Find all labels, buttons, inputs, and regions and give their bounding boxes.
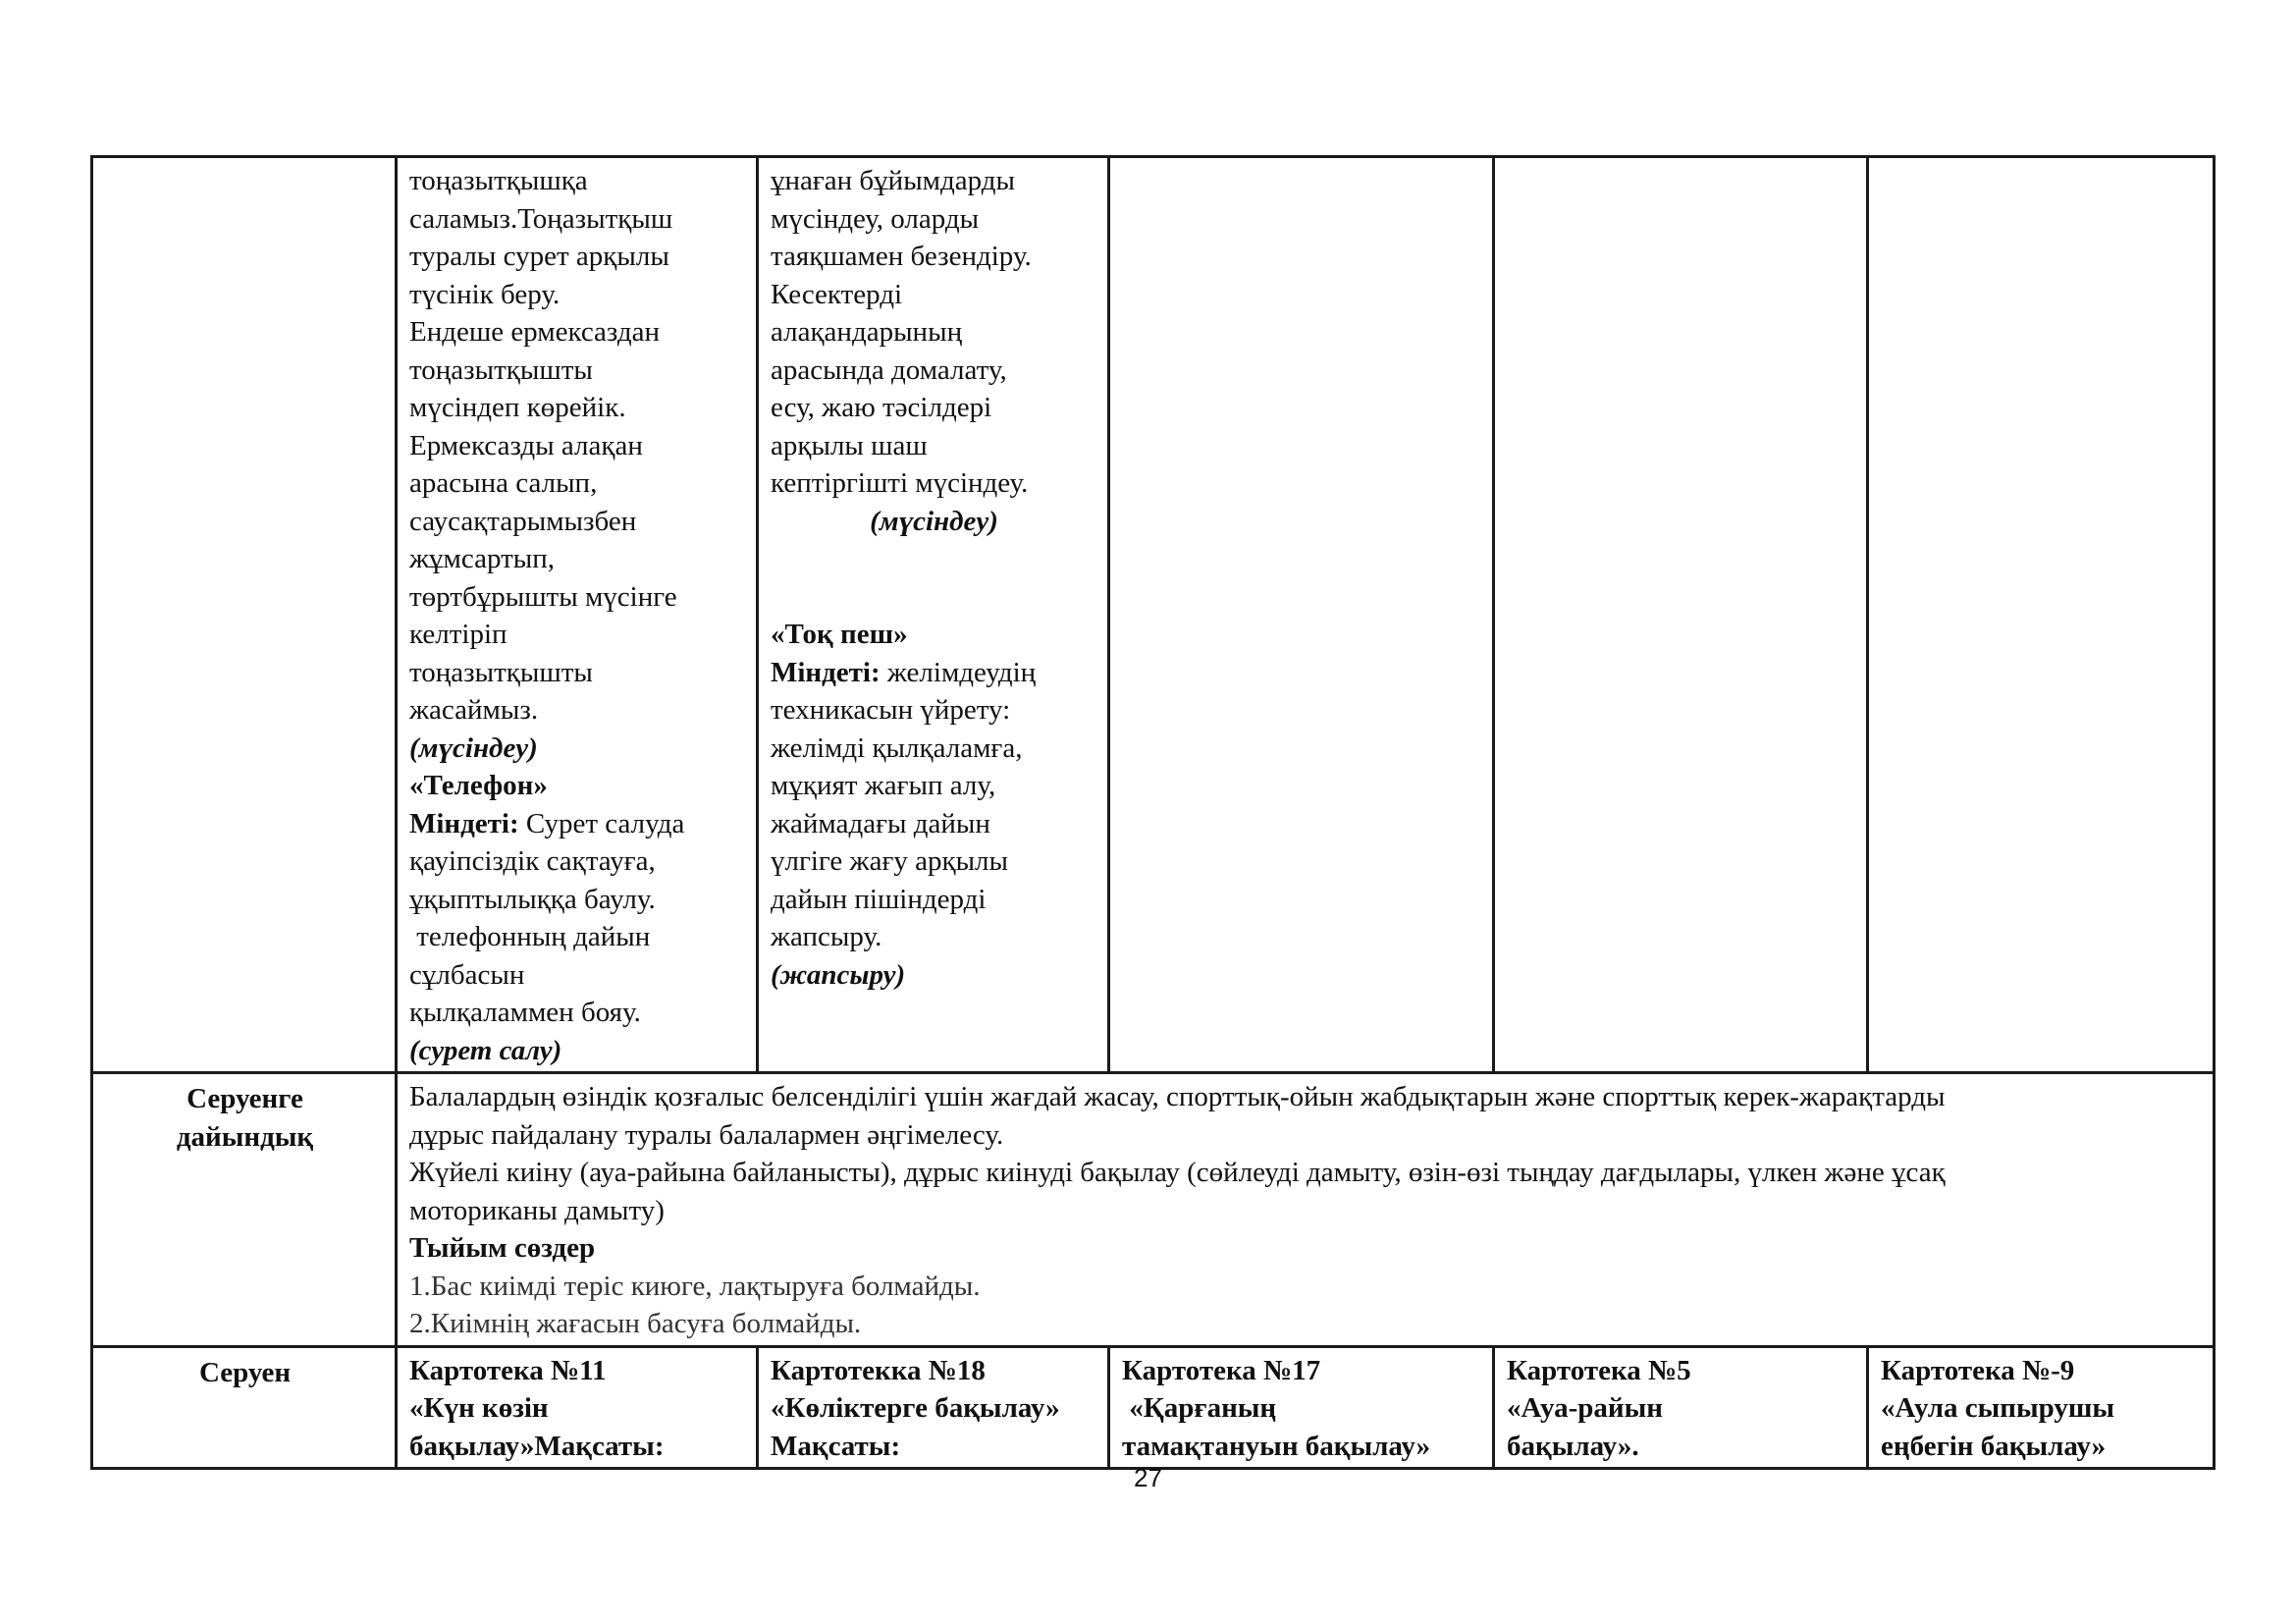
walk-prep-content bbox=[397, 1073, 2215, 1347]
task-text: Сурет салуда bbox=[518, 807, 685, 839]
walk-prep-label-line1: Серуенге bbox=[187, 1083, 303, 1114]
activity-text-line: мұқият жағып алу, bbox=[771, 770, 996, 801]
walk-prep-row bbox=[92, 1073, 2215, 1347]
prohibited-rule: 1.Бас киімді теріс киюге, лақтыруға болмайды. bbox=[409, 1270, 981, 1302]
walk-card-wednesday bbox=[1109, 1346, 1494, 1469]
card-subtitle: «Аула сыпырушы bbox=[1881, 1392, 2115, 1424]
walk-prep-line: дұрыс пайдалану туралы балалармен әңгімелесу. bbox=[409, 1118, 1004, 1151]
activity-text-line: жасаймыз. bbox=[409, 694, 539, 726]
activity-text-line: арасында домалату, bbox=[771, 353, 1007, 386]
activity-title: «Телефон» bbox=[409, 770, 548, 801]
activity-cell-wednesday bbox=[1109, 157, 1494, 1073]
activity-text-line: телефонның дайын bbox=[409, 921, 651, 952]
activity-text-line: арасына салып, bbox=[409, 467, 598, 499]
task-label: Міндеті: bbox=[771, 656, 881, 688]
card-subtitle: бақылау». bbox=[1507, 1430, 1639, 1462]
spacer bbox=[771, 540, 1097, 616]
walk-prep-label-line2: дайындық bbox=[176, 1120, 314, 1153]
card-subtitle: «Көліктерге бақылау» bbox=[771, 1392, 1060, 1424]
activity-cell-thursday bbox=[1494, 157, 1868, 1073]
activity-text-line: желімді қылқаламға, bbox=[771, 731, 1023, 764]
walk-label-text: Серуен bbox=[198, 1356, 292, 1388]
activity-text-line: ұқыптылыққа баулу. bbox=[409, 883, 656, 915]
card-subtitle: Мақсаты: bbox=[771, 1430, 901, 1462]
activity-text-line: алақандарының bbox=[771, 316, 963, 348]
activity-cell-monday bbox=[397, 157, 758, 1073]
activity-text-line: келтіріп bbox=[409, 619, 507, 650]
activity-text-line: сұлбасын bbox=[409, 958, 525, 991]
prohibited-words-heading: Тыйым сөздер bbox=[409, 1232, 596, 1264]
activity-text-line: тоңазытқышқа bbox=[409, 165, 588, 196]
activity-text-line: тоңазытқышты bbox=[409, 353, 593, 386]
walk-card-tuesday bbox=[758, 1346, 1109, 1469]
activity-text-line: Кесектерді bbox=[771, 278, 903, 310]
activity-text-line: арқылы шаш bbox=[771, 429, 928, 461]
activity-text-line: туралы сурет арқылы bbox=[409, 241, 669, 272]
card-title: Картотека №11 bbox=[409, 1354, 607, 1386]
task-label: Міндеті: bbox=[409, 807, 519, 839]
card-subtitle: еңбегін бақылау» bbox=[1881, 1430, 2107, 1462]
activity-text-line: саусақтарымызбен bbox=[409, 505, 637, 537]
walk-card-thursday bbox=[1494, 1346, 1868, 1469]
activity-type-tag: (мүсіндеу) bbox=[409, 731, 538, 764]
walk-card-friday bbox=[1868, 1346, 2215, 1469]
card-title: Картотека №-9 bbox=[1881, 1354, 2075, 1386]
card-subtitle: «Ауа-райын bbox=[1507, 1392, 1663, 1424]
activity-text-line: мүсіндеу, оларды bbox=[771, 202, 980, 235]
activity-cell-tuesday bbox=[758, 157, 1109, 1073]
activity-text-line: дайын пішіндерді bbox=[771, 883, 987, 915]
activity-text-line: техникасын үйрету: bbox=[771, 694, 1011, 726]
page-number: 27 bbox=[1134, 1463, 1162, 1492]
activity-text-line: үлгіге жағу арқылы bbox=[771, 845, 1009, 877]
activity-type-tag: (сурет салу) bbox=[409, 1034, 562, 1066]
card-title: Картотекка №18 bbox=[771, 1354, 986, 1386]
card-title: Картотека №5 bbox=[1507, 1354, 1691, 1386]
task-text: желімдеудің bbox=[880, 656, 1037, 688]
card-subtitle: бақылау»Мақсаты: bbox=[409, 1430, 665, 1462]
activity-text-line: қауіпсіздік сақтауға, bbox=[409, 845, 656, 877]
activity-label-cell bbox=[92, 157, 397, 1073]
activity-text-line: жұмсартып, bbox=[409, 543, 556, 574]
activity-type-tag: (мүсіндеу) bbox=[870, 505, 998, 537]
walk-prep-line: моториканы дамыту) bbox=[409, 1194, 665, 1226]
card-title: Картотека №17 bbox=[1122, 1354, 1321, 1386]
prohibited-rule: 2.Киімнің жағасын басуға болмайды. bbox=[409, 1308, 862, 1339]
walk-row bbox=[92, 1346, 2215, 1469]
activity-text-line: кептіргішті мүсіндеу. bbox=[771, 467, 1029, 499]
card-subtitle: тамақтануын бақылау» bbox=[1122, 1430, 1431, 1462]
activity-title: «Тоқ пеш» bbox=[771, 619, 908, 650]
walk-prep-line: Жүйелі киіну (ауа-райына байланысты), дұрыс киінуді бақылау (сөйлеуді дамыту, өзін-өзі тыңдау дағдылары, үлкен және ұсақ bbox=[409, 1157, 1946, 1188]
activity-text-line: таяқшамен безендіру. bbox=[771, 241, 1032, 272]
walk-label bbox=[92, 1346, 397, 1469]
activity-text-line: жаймадағы дайын bbox=[771, 807, 990, 839]
activity-text-line: мүсіндеп көрейік. bbox=[409, 392, 626, 423]
task-line bbox=[409, 805, 746, 843]
activity-text-line: ұнаған бұйымдарды bbox=[771, 165, 1016, 196]
card-subtitle: «Күн көзін bbox=[409, 1392, 549, 1424]
activity-row bbox=[92, 157, 2215, 1073]
activity-text-line: жапсыру. bbox=[771, 921, 882, 952]
activity-text-line: қылқаламмен бояу. bbox=[409, 997, 641, 1028]
activity-text-line: Ермексазды алақан bbox=[409, 429, 643, 461]
activity-type-tag: (жапсыру) bbox=[771, 958, 906, 991]
activity-text-line: түсінік беру. bbox=[409, 278, 561, 310]
card-subtitle: «Қарғаның bbox=[1122, 1392, 1277, 1424]
walk-prep-line: Балалардың өзіндік қозғалыс белсенділігі үшін жағдай жасау, спорттық-ойын жабдықтарын және спорттық керек-жарақтарды bbox=[409, 1081, 1946, 1112]
walk-card-monday bbox=[397, 1346, 758, 1469]
activity-text-line: есу, жаю тәсілдері bbox=[771, 392, 992, 423]
activity-cell-friday bbox=[1868, 157, 2215, 1073]
walk-prep-label bbox=[92, 1073, 397, 1347]
schedule-table bbox=[90, 155, 2216, 1470]
activity-text-line: Ендеше ермексаздан bbox=[409, 316, 661, 348]
activity-text-line: төртбұрышты мүсінге bbox=[409, 580, 677, 613]
activity-text-line: саламыз.Тоңазытқыш bbox=[409, 202, 673, 235]
task-line bbox=[771, 654, 1097, 692]
activity-text-line: тоңазытқышты bbox=[409, 656, 593, 688]
